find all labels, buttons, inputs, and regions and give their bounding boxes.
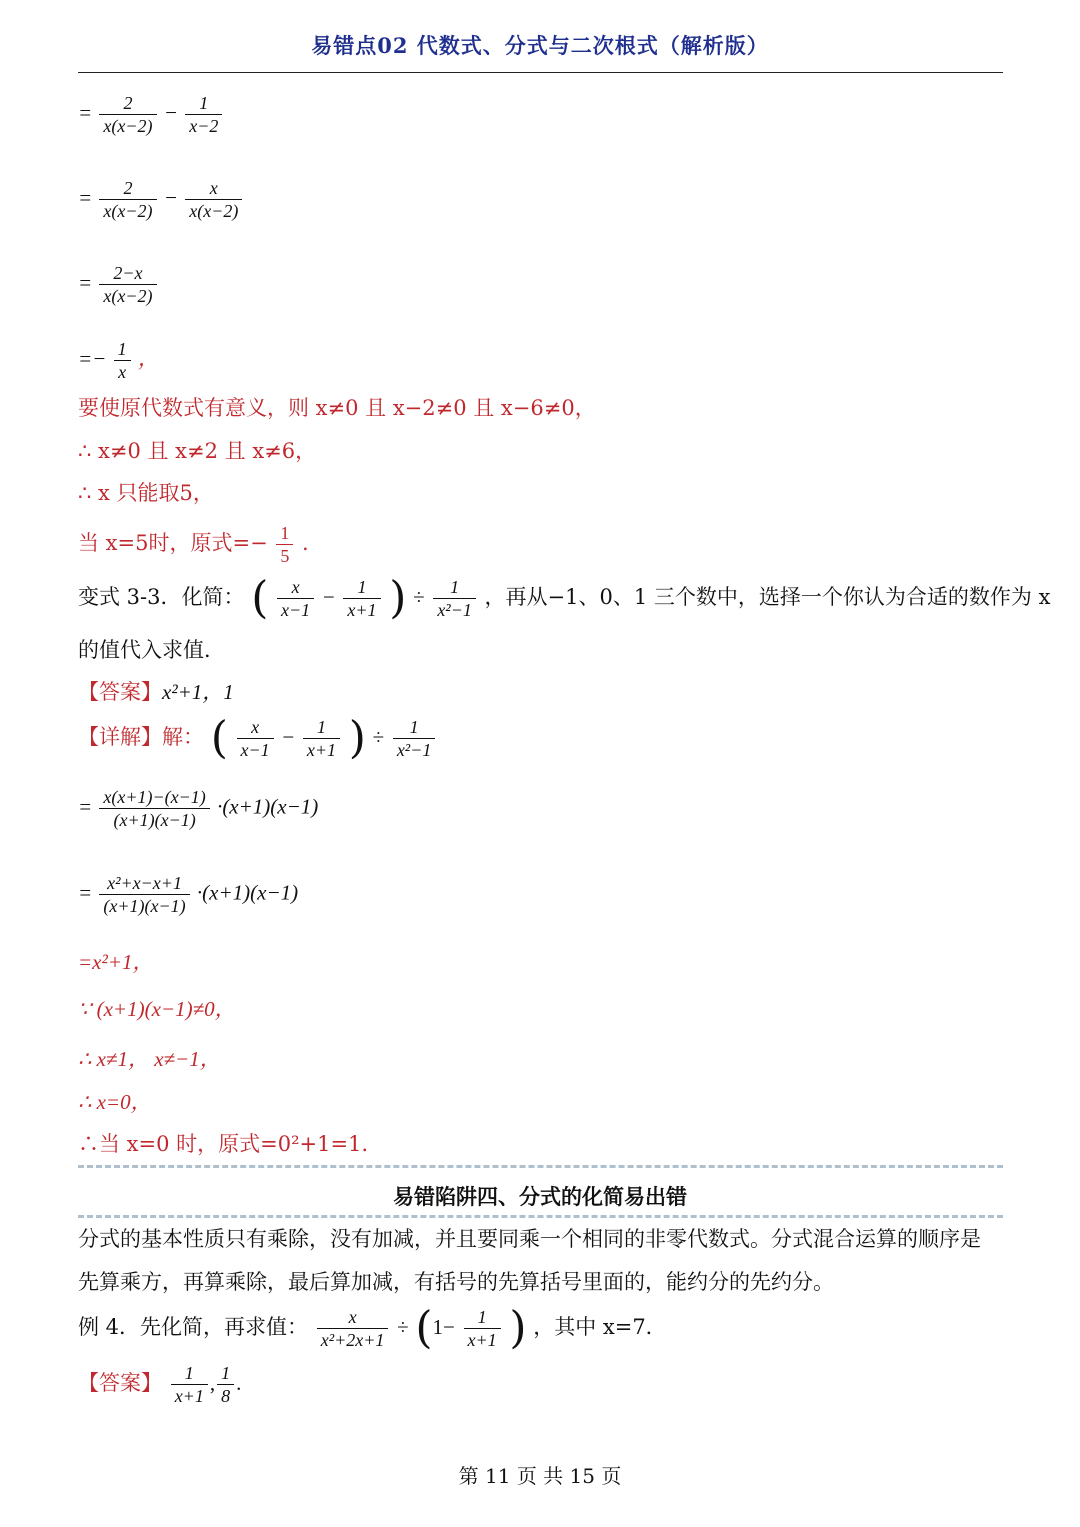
variant-question: 变式 3-3．化简： ( $\frac{x}{x-1}$ − $\frac{1}{x+1}$ ) ÷ $\frac{1}{\text{x²−1}}$ ，再从−1、0、1 三个数中，选择一个你认为合适的数作为 x: [78, 572, 1051, 624]
step-b5: ∴ x≠1， x≠−1，: [78, 1047, 221, 1071]
section-title: 易错陷阱四、分式的化简易出错: [393, 1184, 687, 1209]
header-rule: [78, 72, 1003, 73]
answer-1: 【答案】x²+1，1: [78, 680, 234, 704]
evaluate-line: 当 x=5时，原式=− $\frac{1}{5}$ .: [78, 523, 309, 566]
step-b7: ∴当 x=0 时，原式=0²+1=1．: [78, 1132, 383, 1156]
step-a2: = $\frac{2}{x(x-2)}$ − $\frac{x}{x(x-2)}$: [78, 177, 244, 222]
answer-2: 【答案】 $\frac{1}{x+1}$ , $\frac{1}{8}$ .: [78, 1363, 242, 1406]
detail-line: 【详解】解： ( $\frac{x}{x-1}$ − $\frac{1}{x+1}$ ) ÷ $\frac{1}{\text{x²−1}}$: [78, 716, 437, 761]
section-paragraph-2: 先算乘方，再算乘除，最后算加减，有括号的先算括号里面的，能约分的先约分。: [78, 1270, 834, 1294]
step-b4: ∵ (x+1)(x−1)≠0，: [78, 997, 236, 1021]
step-a4: =− $\frac{1}{x}$ ，: [78, 339, 159, 382]
therefore-line-1: ∴ x≠0 且 x≠2 且 x≠6，: [78, 439, 317, 463]
header-title: 易错点02 代数式、分式与二次根式（解析版）: [311, 33, 769, 58]
page-number: 第 11 页 共 15 页: [458, 1464, 622, 1488]
step-a1: = $\frac{2}{x(x-2)}$ − $\frac{1}{x-2}$: [78, 92, 224, 137]
step-b3: =x²+1，: [78, 950, 154, 974]
step-b6: ∴ x=0，: [78, 1090, 152, 1114]
condition-line: 要使原代数式有意义，则 x≠0 且 x−2≠0 且 x−6≠0，: [78, 396, 596, 420]
section-divider-top: [78, 1165, 1003, 1168]
step-b2: = $\frac{\text{x²+x−x+1}}{(x+1)(x-1)}$ ·(x+1)(x−1): [78, 873, 299, 916]
section-divider-bottom: [78, 1215, 1003, 1218]
step-b1: = $\frac{x(x+1)-(x-1)}{(x+1)(x-1)}$ ·(x+1)(x−1): [78, 787, 319, 830]
example-4: 例 4．先化简，再求值： $\frac{x}{\text{x²+2x+1}}$ ÷ (1− $\frac{1}{x+1}$ ) ，其中 x=7．: [78, 1302, 667, 1354]
variant-question-line2: 的值代入求值．: [78, 638, 225, 662]
section-paragraph-1: 分式的基本性质只有乘除，没有加减，并且要同乘一个相同的非零代数式。分式混合运算的顺序是: [78, 1227, 981, 1251]
therefore-line-2: ∴ x 只能取5，: [78, 481, 214, 505]
step-a3: = $\frac{2-x}{x(x-2)}$: [78, 262, 159, 307]
